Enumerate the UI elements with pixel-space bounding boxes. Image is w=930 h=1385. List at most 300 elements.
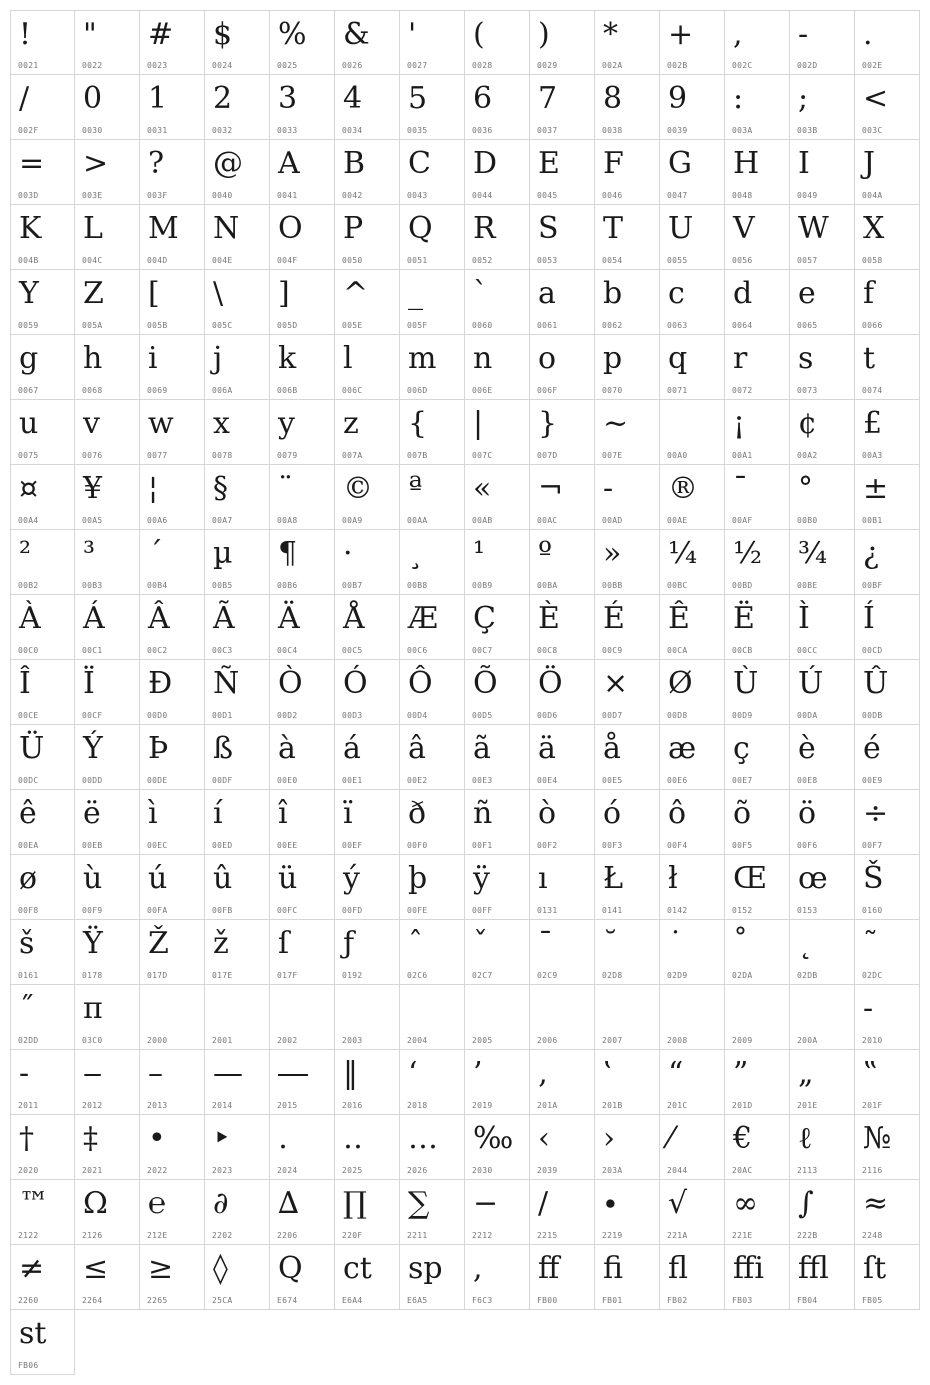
glyph-char: 9 [668,81,688,116]
glyph-char: ¢ [798,406,818,441]
glyph-codepoint: 0046 [602,191,623,200]
glyph-codepoint: 20AC [732,1166,753,1175]
glyph-cell [855,1050,920,1115]
glyph-cell [270,205,335,270]
glyph-cell [335,790,400,855]
glyph-char: ô [668,796,687,831]
glyph-cell [10,400,75,465]
glyph-char: ◊ [213,1251,228,1286]
glyph-cell [790,75,855,140]
glyph-cell [205,1245,270,1310]
glyph-cell [10,1180,75,1245]
glyph-char: ë [83,796,101,831]
glyph-cell [790,140,855,205]
glyph-codepoint: 00FB [212,906,233,915]
glyph-cell [465,660,530,725]
glyph-char: T [603,211,624,246]
glyph-char: Y [19,276,39,311]
glyph-codepoint: 017D [147,971,168,980]
glyph-cell [335,530,400,595]
glyph-cell [465,1115,530,1180]
glyph-cell [335,10,400,75]
glyph-cell [140,270,205,335]
glyph-char: x [213,406,230,441]
glyph-char: F [603,146,624,181]
glyph-codepoint: 2265 [147,1296,168,1305]
glyph-char: Œ [733,861,768,896]
glyph-codepoint: 0052 [472,256,493,265]
glyph-cell [725,10,790,75]
glyph-char: ¼ [668,536,698,571]
glyph-codepoint: 2013 [147,1101,168,1110]
glyph-char: g [19,341,39,376]
glyph-codepoint: 0041 [277,191,298,200]
glyph-char: , [733,17,743,52]
glyph-cell [725,790,790,855]
glyph-char: & [343,17,370,52]
glyph-codepoint: 0021 [18,61,39,70]
glyph-cell [465,790,530,855]
glyph-codepoint: 0141 [602,906,623,915]
glyph-char: 0 [83,81,103,116]
glyph-codepoint: 2206 [277,1231,298,1240]
glyph-cell [855,10,920,75]
glyph-codepoint: 00B9 [472,581,493,590]
glyph-char: › [603,1121,615,1156]
glyph-char: ∫ [798,1186,814,1221]
glyph-cell [790,465,855,530]
glyph-codepoint: 0026 [342,61,363,70]
glyph-char: o [538,341,557,376]
glyph-codepoint: 2122 [18,1231,39,1240]
glyph-cell [10,205,75,270]
glyph-char: Ï [83,666,95,701]
glyph-cell [725,660,790,725]
glyph-char: " [83,17,97,52]
glyph-char: ct [343,1251,372,1286]
glyph-char: À [19,601,41,636]
glyph-cell [10,855,75,920]
glyph-cell [10,660,75,725]
glyph-codepoint: 0070 [602,386,623,395]
glyph-char: ÷ [863,796,889,831]
glyph-codepoint: 0068 [82,386,103,395]
glyph-char: ˆ [408,926,423,961]
glyph-codepoint: FB03 [732,1296,753,1305]
glyph-cell [270,465,335,530]
glyph-codepoint: 0042 [342,191,363,200]
glyph-codepoint: 00D0 [147,711,168,720]
glyph-char: ˚ [733,926,748,961]
glyph-cell [75,10,140,75]
glyph-codepoint: 0049 [797,191,818,200]
glyph-char: ℮ [148,1186,167,1221]
glyph-codepoint: 0040 [212,191,233,200]
glyph-codepoint: 00DB [862,711,883,720]
glyph-cell [660,205,725,270]
glyph-char: ˘ [603,926,618,961]
glyph-codepoint: 0077 [147,451,168,460]
glyph-cell [595,140,660,205]
glyph-codepoint: 00FD [342,906,363,915]
glyph-cell [790,1050,855,1115]
glyph-codepoint: 00CD [862,646,883,655]
glyph-codepoint: 0057 [797,256,818,265]
glyph-codepoint: 0039 [667,126,688,135]
glyph-codepoint: 00D8 [667,711,688,720]
glyph-char: ffi [733,1251,764,1286]
glyph-char: ‖ [343,1056,358,1091]
glyph-cell [790,920,855,985]
glyph-char: é [863,731,881,766]
glyph-codepoint: 2021 [82,1166,103,1175]
glyph-codepoint: 00A0 [667,451,688,460]
glyph-cell [465,920,530,985]
glyph-cell [790,725,855,790]
glyph-codepoint: 004F [277,256,298,265]
glyph-char: ; [798,81,809,116]
glyph-char: i [148,341,158,376]
glyph-codepoint: 2011 [18,1101,39,1110]
glyph-char: ý [343,861,360,896]
glyph-codepoint: 003C [862,126,883,135]
glyph-cell [595,205,660,270]
glyph-cell [270,1180,335,1245]
glyph-char: > [83,146,109,181]
glyph-codepoint: 004E [212,256,233,265]
glyph-cell [855,465,920,530]
glyph-char: ff [538,1251,560,1286]
glyph-codepoint: 00C6 [407,646,428,655]
glyph-cell [855,205,920,270]
glyph-cell [855,855,920,920]
glyph-char: “ [668,1056,684,1091]
glyph-char: ü [278,861,298,896]
glyph-cell [595,10,660,75]
glyph-cell [10,465,75,530]
glyph-char: p [603,341,623,376]
glyph-char: ´ [148,536,163,571]
glyph-cell [75,660,140,725]
glyph-char: - [798,17,809,52]
glyph-char: Ô [408,666,433,701]
glyph-cell [465,985,530,1050]
glyph-char: ã [473,731,491,766]
glyph-codepoint: 006D [407,386,428,395]
glyph-char: ‛ [603,1056,613,1091]
glyph-char: \ [213,276,224,311]
glyph-codepoint: 00A8 [277,516,298,525]
glyph-char: Ë [733,601,755,636]
glyph-codepoint: 0022 [82,61,103,70]
glyph-char: · [343,536,353,571]
glyph-codepoint: 00AE [667,516,688,525]
glyph-cell [465,855,530,920]
glyph-codepoint: 2025 [342,1166,363,1175]
glyph-codepoint: 00C3 [212,646,233,655]
glyph-codepoint: 0025 [277,61,298,70]
glyph-codepoint: 00F7 [862,841,883,850]
glyph-cell [725,1180,790,1245]
glyph-codepoint: 017F [277,971,298,980]
glyph-char: S [538,211,559,246]
glyph-cell [725,1115,790,1180]
glyph-char: W [798,211,829,246]
glyph-cell [205,920,270,985]
glyph-char: fl [668,1251,689,1286]
glyph-char: l [343,341,353,376]
glyph-cell [400,335,465,400]
glyph-cell [270,75,335,140]
glyph-char: ® [668,471,698,506]
glyph-cell [595,985,660,1050]
glyph-codepoint: 0064 [732,321,753,330]
glyph-char: ½ [733,536,763,571]
glyph-cell [270,920,335,985]
glyph-codepoint: 0027 [407,61,428,70]
glyph-cell [140,595,205,660]
glyph-char: b [603,276,623,311]
glyph-cell [855,1115,920,1180]
glyph-char: Â [148,601,170,636]
glyph-char: c [668,276,685,311]
glyph-char: ¾ [798,536,828,571]
glyph-cell [140,660,205,725]
glyph-codepoint: 00DC [18,776,39,785]
glyph-cell [205,790,270,855]
glyph-cell [725,725,790,790]
glyph-cell [855,75,920,140]
glyph-cell [400,140,465,205]
glyph-codepoint: 2219 [602,1231,623,1240]
glyph-codepoint: 00E4 [537,776,558,785]
glyph-char: s [798,341,814,376]
glyph-char: å [603,731,621,766]
glyph-char: œ [798,861,828,896]
glyph-char: í [213,796,223,831]
glyph-cell [335,855,400,920]
glyph-cell [855,335,920,400]
glyph-codepoint: FB05 [862,1296,883,1305]
glyph-char: ¸ [408,536,423,571]
glyph-cell [10,1115,75,1180]
glyph-cell [660,595,725,660]
glyph-codepoint: 00E0 [277,776,298,785]
glyph-char: _ [408,276,423,311]
glyph-char: M [148,211,179,246]
glyph-codepoint: 002C [732,61,753,70]
glyph-cell [75,855,140,920]
glyph-codepoint: 0061 [537,321,558,330]
glyph-cell [530,400,595,465]
glyph-char: Ã [213,601,235,636]
glyph-cell [725,855,790,920]
glyph-cell [10,10,75,75]
glyph-codepoint: 2007 [602,1036,623,1045]
glyph-char: sp [408,1251,443,1286]
glyph-char: ≠ [19,1251,45,1286]
glyph-codepoint: 03C0 [82,1036,103,1045]
glyph-cell [660,10,725,75]
glyph-char: J [863,146,876,181]
glyph-codepoint: 00EA [18,841,39,850]
glyph-codepoint: 0079 [277,451,298,460]
glyph-char: Û [863,666,889,701]
glyph-cell [465,465,530,530]
glyph-codepoint: 0032 [212,126,233,135]
glyph-char: ¬ [538,471,564,506]
glyph-codepoint: 2012 [82,1101,103,1110]
glyph-char: ” [733,1056,749,1091]
glyph-codepoint: 0044 [472,191,493,200]
glyph-char: « [473,471,492,506]
glyph-codepoint: 2026 [407,1166,428,1175]
glyph-cell [725,140,790,205]
glyph-codepoint: 0071 [667,386,688,395]
glyph-char: A [278,146,300,181]
glyph-cell [725,1245,790,1310]
glyph-cell [270,595,335,660]
glyph-char: ± [863,471,889,506]
glyph-char: U [668,211,694,246]
glyph-cell [530,205,595,270]
glyph-codepoint: 00EF [342,841,363,850]
glyph-codepoint: 00D5 [472,711,493,720]
glyph-codepoint: 00B4 [147,581,168,590]
glyph-char: # [148,17,174,52]
glyph-cell [725,335,790,400]
glyph-codepoint: 00F6 [797,841,818,850]
glyph-cell [725,400,790,465]
glyph-codepoint: 2014 [212,1101,233,1110]
glyph-char: ˝ [19,991,34,1026]
glyph-char: ‒ [83,1056,103,1091]
glyph-codepoint: 00F4 [667,841,688,850]
glyph-codepoint: 00F5 [732,841,753,850]
glyph-cell [270,790,335,855]
glyph-cell [855,530,920,595]
glyph-char: * [603,17,618,52]
glyph-codepoint: 00DA [797,711,818,720]
glyph-codepoint: 0153 [797,906,818,915]
glyph-char: t [863,341,876,376]
glyph-cell [205,75,270,140]
glyph-codepoint: 0065 [797,321,818,330]
glyph-cell [595,465,660,530]
glyph-cell [660,920,725,985]
glyph-char: Ø [668,666,693,701]
glyph-cell [725,270,790,335]
glyph-codepoint: 2009 [732,1036,753,1045]
glyph-codepoint: 003A [732,126,753,135]
glyph-codepoint: 02C7 [472,971,493,980]
glyph-codepoint: 0072 [732,386,753,395]
glyph-char: u [19,406,39,441]
glyph-char: Ó [343,666,368,701]
glyph-codepoint: 00C8 [537,646,558,655]
glyph-cell [270,855,335,920]
glyph-codepoint: 00C9 [602,646,623,655]
glyph-codepoint: 00C1 [82,646,103,655]
glyph-codepoint: 2010 [862,1036,883,1045]
glyph-char: q [668,341,688,376]
glyph-char: @ [213,146,243,181]
glyph-codepoint: 0067 [18,386,39,395]
glyph-char: ℓ [798,1121,813,1156]
glyph-cell [270,335,335,400]
glyph-char: 5 [408,81,428,116]
glyph-char: ‐ [863,991,874,1026]
glyph-cell [660,855,725,920]
glyph-char: ï [343,796,353,831]
glyph-codepoint: 006A [212,386,233,395]
glyph-cell [725,920,790,985]
glyph-codepoint: 2212 [472,1231,493,1240]
glyph-codepoint: 203A [602,1166,623,1175]
glyph-cell [75,985,140,1050]
glyph-codepoint: 0056 [732,256,753,265]
glyph-char: π [83,991,103,1026]
glyph-char: ł [668,861,678,896]
glyph-cell [205,855,270,920]
glyph-codepoint: 2260 [18,1296,39,1305]
glyph-char: ∂ [213,1186,229,1221]
glyph-codepoint: 00E5 [602,776,623,785]
glyph-char: þ [408,861,428,896]
glyph-cell [465,400,530,465]
glyph-char: à [278,731,296,766]
glyph-codepoint: 005B [147,321,168,330]
glyph-codepoint: 00F1 [472,841,493,850]
glyph-codepoint: E6A5 [407,1296,428,1305]
glyph-codepoint: 00E9 [862,776,883,785]
glyph-char: ∕ [538,1186,549,1221]
glyph-char: ° [798,471,813,506]
glyph-codepoint: 2215 [537,1231,558,1240]
glyph-codepoint: 004D [147,256,168,265]
glyph-char: ≈ [863,1186,889,1221]
glyph-codepoint: 00BE [797,581,818,590]
glyph-codepoint: 005D [277,321,298,330]
glyph-cell [400,1180,465,1245]
glyph-codepoint: 2018 [407,1101,428,1110]
glyph-char: ú [148,861,168,896]
glyph-cell [10,920,75,985]
glyph-codepoint: FB01 [602,1296,623,1305]
glyph-codepoint: 2211 [407,1231,428,1240]
glyph-cell [335,1115,400,1180]
glyph-char: û [213,861,233,896]
glyph-codepoint: 00B6 [277,581,298,590]
glyph-codepoint: 00D3 [342,711,363,720]
glyph-char: ž [213,926,229,961]
glyph-cell [855,725,920,790]
glyph-codepoint: 201C [667,1101,688,1110]
glyph-cell [335,205,400,270]
glyph-codepoint: 2002 [277,1036,298,1045]
glyph-char: ? [148,146,165,181]
glyph-char: ö [798,796,817,831]
glyph-char: ò [538,796,557,831]
glyph-codepoint: 221E [732,1231,753,1240]
glyph-char: ù [83,861,103,896]
glyph-char: ≥ [148,1251,174,1286]
glyph-char: Ê [668,601,690,636]
glyph-cell [10,985,75,1050]
glyph-cell [400,10,465,75]
glyph-char: ⁄ [668,1121,674,1156]
glyph-cell [855,1245,920,1310]
